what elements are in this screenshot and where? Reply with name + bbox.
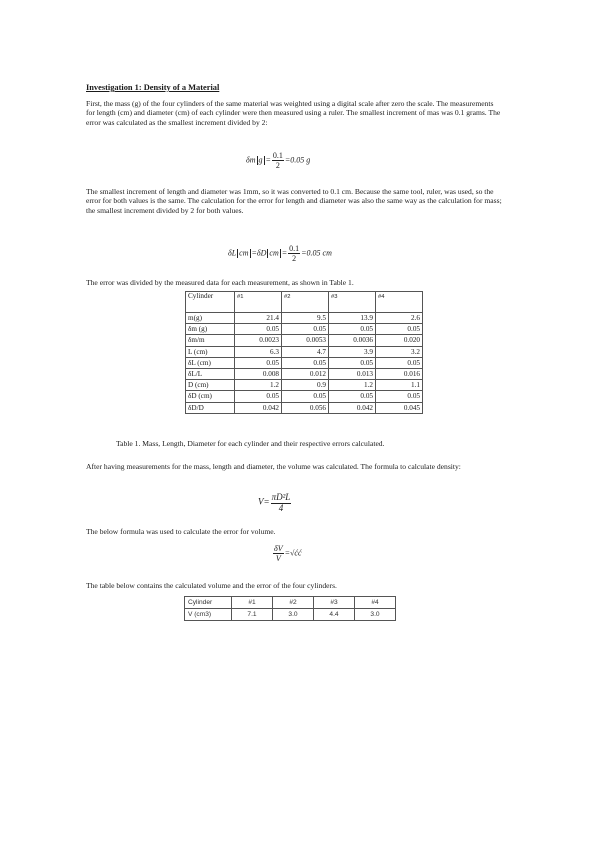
row-label: δL (cm) — [186, 357, 235, 368]
table-header-cell: #3 — [314, 597, 355, 609]
table-header-cell: #2 — [282, 292, 329, 313]
table-row — [186, 391, 423, 402]
row-label: δm (g) — [186, 324, 235, 335]
table-cell: 1.1 — [376, 380, 423, 391]
table-row — [186, 335, 423, 346]
eq4-denominator: V — [275, 554, 281, 563]
equation-mass-error: δm g = $\frac{0.1}{2}$ =0.05 g — [246, 151, 311, 170]
table-cell: 0.05 — [282, 391, 329, 402]
table-cell: 0.05 — [282, 357, 329, 368]
table-cell: 7.1 — [232, 609, 273, 621]
table-row — [185, 609, 396, 621]
table-row — [186, 380, 423, 391]
table-cell: 6.3 — [235, 346, 282, 357]
table-cell: 0.9 — [282, 380, 329, 391]
table1-caption: Table 1. Mass, Length, Diameter for each cylinder and their respective errors calculated. — [116, 439, 385, 448]
paragraph-table1-intro: The error was divided by the measured data for each measurement, as shown in Table 1. — [86, 278, 354, 287]
eq1-denominator: 2 — [275, 161, 280, 170]
table-header-cell: Cylinder — [186, 292, 235, 313]
table-header-cell: #1 — [235, 292, 282, 313]
table-cell: 0.0053 — [282, 335, 329, 346]
row-label: m(g) — [186, 313, 235, 324]
eq2-unit-2: cm — [269, 248, 279, 258]
row-label: δm/m — [186, 335, 235, 346]
table-header-cell: #3 — [329, 292, 376, 313]
eq3-denominator: 4 — [278, 503, 284, 513]
table-row — [186, 324, 423, 335]
table-cell: 0.05 — [235, 391, 282, 402]
equation-volume — [258, 492, 292, 513]
eq2-mid: =δD — [251, 248, 267, 258]
row-label: D (cm) — [186, 380, 235, 391]
table-cell: 0.056 — [282, 402, 329, 413]
section-heading: Investigation 1: Density of a Material — [86, 83, 220, 92]
paragraph-volume-error: The below formula was used to calculate the error for volume. — [86, 527, 276, 536]
table-cell: 0.0036 — [329, 335, 376, 346]
table-cell: 0.05 — [376, 357, 423, 368]
paragraph-table2-intro: The table below contains the calculated volume and the error of the four cylinders. — [86, 581, 337, 590]
table-cell: 0.0023 — [235, 335, 282, 346]
table-cell: 0.05 — [329, 357, 376, 368]
table-cell: 0.045 — [376, 402, 423, 413]
table-cell: 0.012 — [282, 368, 329, 379]
table-measurements — [185, 291, 423, 414]
eq1-lhs: δm — [246, 155, 256, 165]
eq4-numerator: δV — [274, 544, 283, 553]
table-row — [186, 368, 423, 379]
table-row — [186, 346, 423, 357]
table-header-cell: #2 — [273, 597, 314, 609]
table-cell: 0.05 — [376, 324, 423, 335]
table-cell: 0.042 — [235, 402, 282, 413]
table-cell: 3.0 — [355, 609, 396, 621]
eq2-lhs: δL — [228, 248, 237, 258]
table-cell: 21.4 — [235, 313, 282, 324]
table-cell: 0.013 — [329, 368, 376, 379]
paragraph-length-method: The smallest increment of length and diameter was 1mm, so it was converted to 0.1 cm. Because the same tool, ruler, was used, so the error for both values is the same. The calculation for the error for length and diameter was also the same way as the calculation for mass; the smallest increment divided by 2 for both values. — [86, 187, 502, 215]
paragraph-volume-intro: After having measurements for the mass, length and diameter, the volume was calculated. The formula to calculate density: — [86, 462, 461, 471]
table-cell: 9.5 — [282, 313, 329, 324]
eq2-unit-1: cm — [239, 248, 249, 258]
row-label: δD/D — [186, 402, 235, 413]
eq2-numerator: 0.1 — [289, 244, 300, 253]
table-volume — [184, 596, 396, 621]
table-header-row — [186, 292, 423, 313]
table-cell: 0.042 — [329, 402, 376, 413]
equation-volume-error — [272, 544, 302, 563]
eq1-unit: g — [258, 155, 263, 165]
table-row — [186, 313, 423, 324]
eq3-numerator: πD²L — [271, 492, 291, 502]
table-cell: 3.2 — [376, 346, 423, 357]
table-cell: 0.008 — [235, 368, 282, 379]
eq3-lhs: V= — [258, 496, 270, 507]
table-cell: 3.0 — [273, 609, 314, 621]
table-cell: 0.05 — [329, 324, 376, 335]
table-cell: 3.9 — [329, 346, 376, 357]
table-header-row — [185, 597, 396, 609]
table-cell: 4.7 — [282, 346, 329, 357]
table-cell: 4.4 — [314, 609, 355, 621]
table-header-cell: #1 — [232, 597, 273, 609]
table-cell: 0.05 — [235, 357, 282, 368]
table-cell: 0.05 — [282, 324, 329, 335]
eq1-numerator: 0.1 — [272, 151, 283, 160]
eq2-denominator: 2 — [292, 254, 297, 263]
row-label: V (cm3) — [185, 609, 232, 621]
table-cell: 2.6 — [376, 313, 423, 324]
equation-length-error: δL cm =δD cm = $\frac{0.1}{2}$ =0.05 cm — [228, 244, 332, 263]
eq2-rhs: =0.05 cm — [301, 248, 332, 258]
eq1-rhs: =0.05 g — [284, 155, 311, 165]
row-label: δL/L — [186, 368, 235, 379]
table-cell: 1.2 — [329, 380, 376, 391]
row-label: L (cm) — [186, 346, 235, 357]
table-row — [186, 402, 423, 413]
table-cell: 0.05 — [235, 324, 282, 335]
table-header-cell: #4 — [355, 597, 396, 609]
table-cell: 0.05 — [376, 391, 423, 402]
paragraph-mass-method: First, the mass (g) of the four cylinders of the same material was weighted using a digital scale after zero the scale. The measurements for length (cm) and diameter (cm) of each cylinder were then measured using a ruler. The smallest increment of mas was 0.1 grams. The error was calculated as the smallest increment divided by 2: — [86, 99, 501, 127]
table-cell: 0.020 — [376, 335, 423, 346]
table-cell: 1.2 — [235, 380, 282, 391]
table-header-cell: #4 — [376, 292, 423, 313]
row-label: δD (cm) — [186, 391, 235, 402]
table-row — [186, 357, 423, 368]
table-cell: 13.9 — [329, 313, 376, 324]
eq4-rhs: =√ćć — [284, 548, 302, 558]
table-cell: 0.016 — [376, 368, 423, 379]
table-cell: 0.05 — [329, 391, 376, 402]
table-header-cell: Cylinder — [185, 597, 232, 609]
